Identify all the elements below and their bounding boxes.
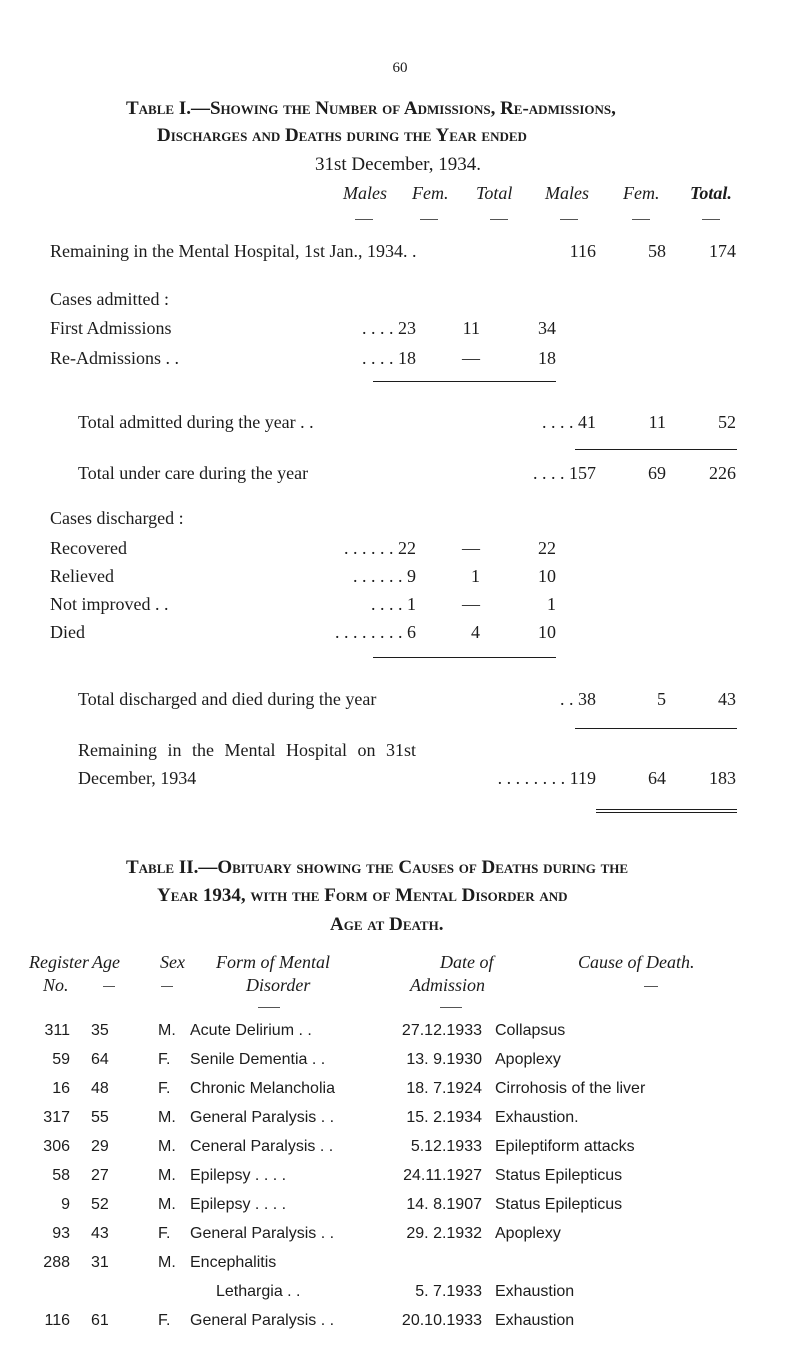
cell-register-no: 9 [61, 1196, 70, 1213]
males-value: . . . . . . 9 [353, 566, 416, 586]
total-value: 52 [718, 412, 736, 432]
header-date-admission: Admission [410, 975, 486, 995]
row-label: Total under care during the year [78, 463, 309, 483]
total-value: 174 [709, 241, 736, 261]
double-rule-top [596, 809, 737, 810]
cell-cause: Exhaustion. [495, 1109, 579, 1126]
cell-register-no: 59 [52, 1051, 70, 1068]
discharged-heading: Cases discharged : [50, 508, 184, 528]
cell-form: Encephalitis [190, 1254, 277, 1271]
males-value: . . . . 157 [533, 463, 596, 483]
cell-register-no: 116 [44, 1312, 70, 1329]
cell-age: 64 [91, 1051, 109, 1068]
cell-cause: Collapsus [495, 1022, 566, 1039]
cell-age: 31 [91, 1254, 109, 1271]
fem-value: 69 [648, 463, 666, 483]
row-label: Not improved . . [50, 594, 169, 614]
males-value: . . . . 1 [371, 594, 416, 614]
cell-register-no: 317 [43, 1109, 70, 1126]
row-label: Remaining in the Mental Hospital on 31st [78, 740, 416, 760]
rule [575, 449, 737, 450]
cell-cause: Apoplexy [495, 1051, 561, 1068]
males-value: 116 [569, 241, 596, 261]
total-value: 10 [538, 622, 556, 642]
cell-register-no: 288 [43, 1254, 70, 1271]
cell-age: 35 [91, 1022, 109, 1039]
row-label: Remaining in the Mental Hospital, 1st Jan., 1934. . [50, 241, 417, 261]
cell-date: 14. 8.1907 [406, 1196, 482, 1213]
cell-date: 18. 7.1924 [406, 1080, 482, 1097]
cell-form: Epilepsy . . . . [190, 1167, 287, 1184]
row-label: First Admissions [50, 318, 172, 338]
col-total-1: Total [476, 183, 513, 203]
col-males-2: Males [545, 183, 589, 203]
header-register: Register [29, 952, 89, 972]
cell-cause: Cirrohosis of the liver [495, 1080, 646, 1097]
cell-age: 29 [91, 1138, 109, 1155]
row-label: Recovered [50, 538, 127, 558]
cell-register-no: 58 [52, 1167, 70, 1184]
cell-age: 52 [91, 1196, 109, 1213]
header-age: Age [92, 952, 120, 972]
row-label: Relieved [50, 566, 114, 586]
cell-cause: Status Epilepticus [495, 1167, 623, 1184]
row-label: Re-Admissions . . [50, 348, 180, 368]
cell-sex: M. [158, 1167, 176, 1184]
males-value: . . . . 18 [362, 348, 416, 368]
col-fem-1: Fem. [412, 183, 449, 203]
table1-title-line1: Table I.—Showing the Number of Admissions, Re-admissions, [126, 98, 616, 119]
double-rule-bottom [596, 812, 737, 813]
cell-date: 24.11.1927 [403, 1167, 482, 1184]
cell-form: General Paralysis . . [190, 1109, 335, 1126]
cell-sex: M. [158, 1138, 176, 1155]
fem-value: 11 [462, 318, 480, 338]
fem-value: 11 [648, 412, 666, 432]
cell-form: General Paralysis . . [190, 1312, 335, 1329]
cell-age: 55 [91, 1109, 109, 1126]
page-number: 60 [392, 60, 408, 76]
cell-age: 48 [91, 1080, 109, 1097]
total-value: 43 [718, 689, 736, 709]
cell-register-no: 306 [43, 1138, 70, 1155]
males-value: . . . . . . 22 [344, 538, 416, 558]
cell-form: Epilepsy . . . . [190, 1196, 287, 1213]
fem-value: — [462, 538, 480, 558]
cell-date: 15. 2.1934 [406, 1109, 482, 1126]
fem-value: 4 [471, 622, 480, 642]
cell-form: Acute Delirium . . [190, 1022, 312, 1039]
admitted-heading: Cases admitted : [50, 289, 169, 309]
total-value: 183 [709, 768, 736, 788]
cell-register-no: 93 [52, 1225, 70, 1242]
row-label: Died [50, 622, 85, 642]
cell-date: 20.10.1933 [401, 1312, 482, 1329]
header-form-disorder: Disorder [246, 975, 311, 995]
total-value: 34 [538, 318, 556, 338]
cell-cause: Exhaustion [495, 1283, 575, 1300]
males-value: . . 38 [560, 689, 596, 709]
col-fem-2: Fem. [623, 183, 660, 203]
cell-sex: F. [158, 1080, 171, 1097]
rule [575, 728, 737, 729]
males-value: . . . . 23 [362, 318, 416, 338]
rule [373, 381, 556, 382]
total-value: 18 [538, 348, 556, 368]
table2-title-line3: Age at Death. [330, 914, 444, 935]
cell-sex: M. [158, 1196, 176, 1213]
total-value: 10 [538, 566, 556, 586]
cell-sex: F. [158, 1225, 171, 1242]
cell-age: 27 [91, 1167, 109, 1184]
cell-age: 61 [91, 1312, 109, 1329]
total-value: 226 [709, 463, 736, 483]
cell-date: 13. 9.1930 [406, 1051, 482, 1068]
cell-age: 43 [91, 1225, 109, 1242]
header-date: Date of [440, 952, 494, 972]
cell-form: Ceneral Paralysis . . [190, 1138, 334, 1155]
total-value: 22 [538, 538, 556, 558]
header-cause: Cause of Death. [578, 952, 695, 972]
header-sex: Sex [160, 952, 185, 972]
cell-form: General Paralysis . . [190, 1225, 335, 1242]
row-label-line2: December, 1934 [78, 768, 197, 788]
cell-cause: Epileptiform attacks [495, 1138, 635, 1155]
row-label: Total discharged and died during the year [78, 689, 377, 709]
cell-form: Chronic Melancholia [190, 1080, 335, 1097]
cell-date: 29. 2.1932 [406, 1225, 482, 1242]
cell-form-line2: Lethargia . . [216, 1283, 301, 1300]
cell-date: 5.12.1933 [410, 1138, 482, 1155]
fem-value: 58 [648, 241, 666, 261]
table1-title-line3: 31st December, 1934. [315, 154, 481, 175]
total-value: 1 [547, 594, 556, 614]
cell-cause: Exhaustion [495, 1312, 575, 1329]
header-form: Form of Mental [216, 952, 330, 972]
fem-value: — [462, 594, 480, 614]
males-value: . . . . 41 [542, 412, 596, 432]
cell-date: 27.12.1933 [401, 1022, 482, 1039]
males-value: . . . . . . . . 119 [497, 768, 596, 788]
fem-value: — [462, 348, 480, 368]
cell-sex: M. [158, 1022, 176, 1039]
males-value: . . . . . . . . 6 [335, 622, 416, 642]
fem-value: 1 [471, 566, 480, 586]
cell-sex: F. [158, 1051, 171, 1068]
rule [373, 657, 556, 658]
cell-date: 5. 7.1933 [415, 1283, 482, 1300]
cell-register-no: 16 [52, 1080, 70, 1097]
row-label: Total admitted during the year . . [78, 412, 314, 432]
cell-cause: Apoplexy [495, 1225, 561, 1242]
fem-value: 5 [657, 689, 666, 709]
cell-sex: F. [158, 1312, 171, 1329]
col-males-1: Males [343, 183, 387, 203]
table1-title-line2: Discharges and Deaths during the Year ended [157, 125, 527, 146]
cell-sex: M. [158, 1254, 176, 1271]
table2-title-line2: Year 1934, with the Form of Mental Disorder and [157, 885, 568, 906]
header-register-no: No. [43, 975, 69, 995]
table2-title-line1: Table II.—Obituary showing the Causes of Deaths during the [126, 857, 629, 878]
fem-value: 64 [648, 768, 666, 788]
cell-form: Senile Dementia . . [190, 1051, 326, 1068]
cell-cause: Status Epilepticus [495, 1196, 623, 1213]
cell-sex: M. [158, 1109, 176, 1126]
col-total-2: Total. [690, 183, 732, 203]
cell-register-no: 311 [44, 1022, 70, 1039]
